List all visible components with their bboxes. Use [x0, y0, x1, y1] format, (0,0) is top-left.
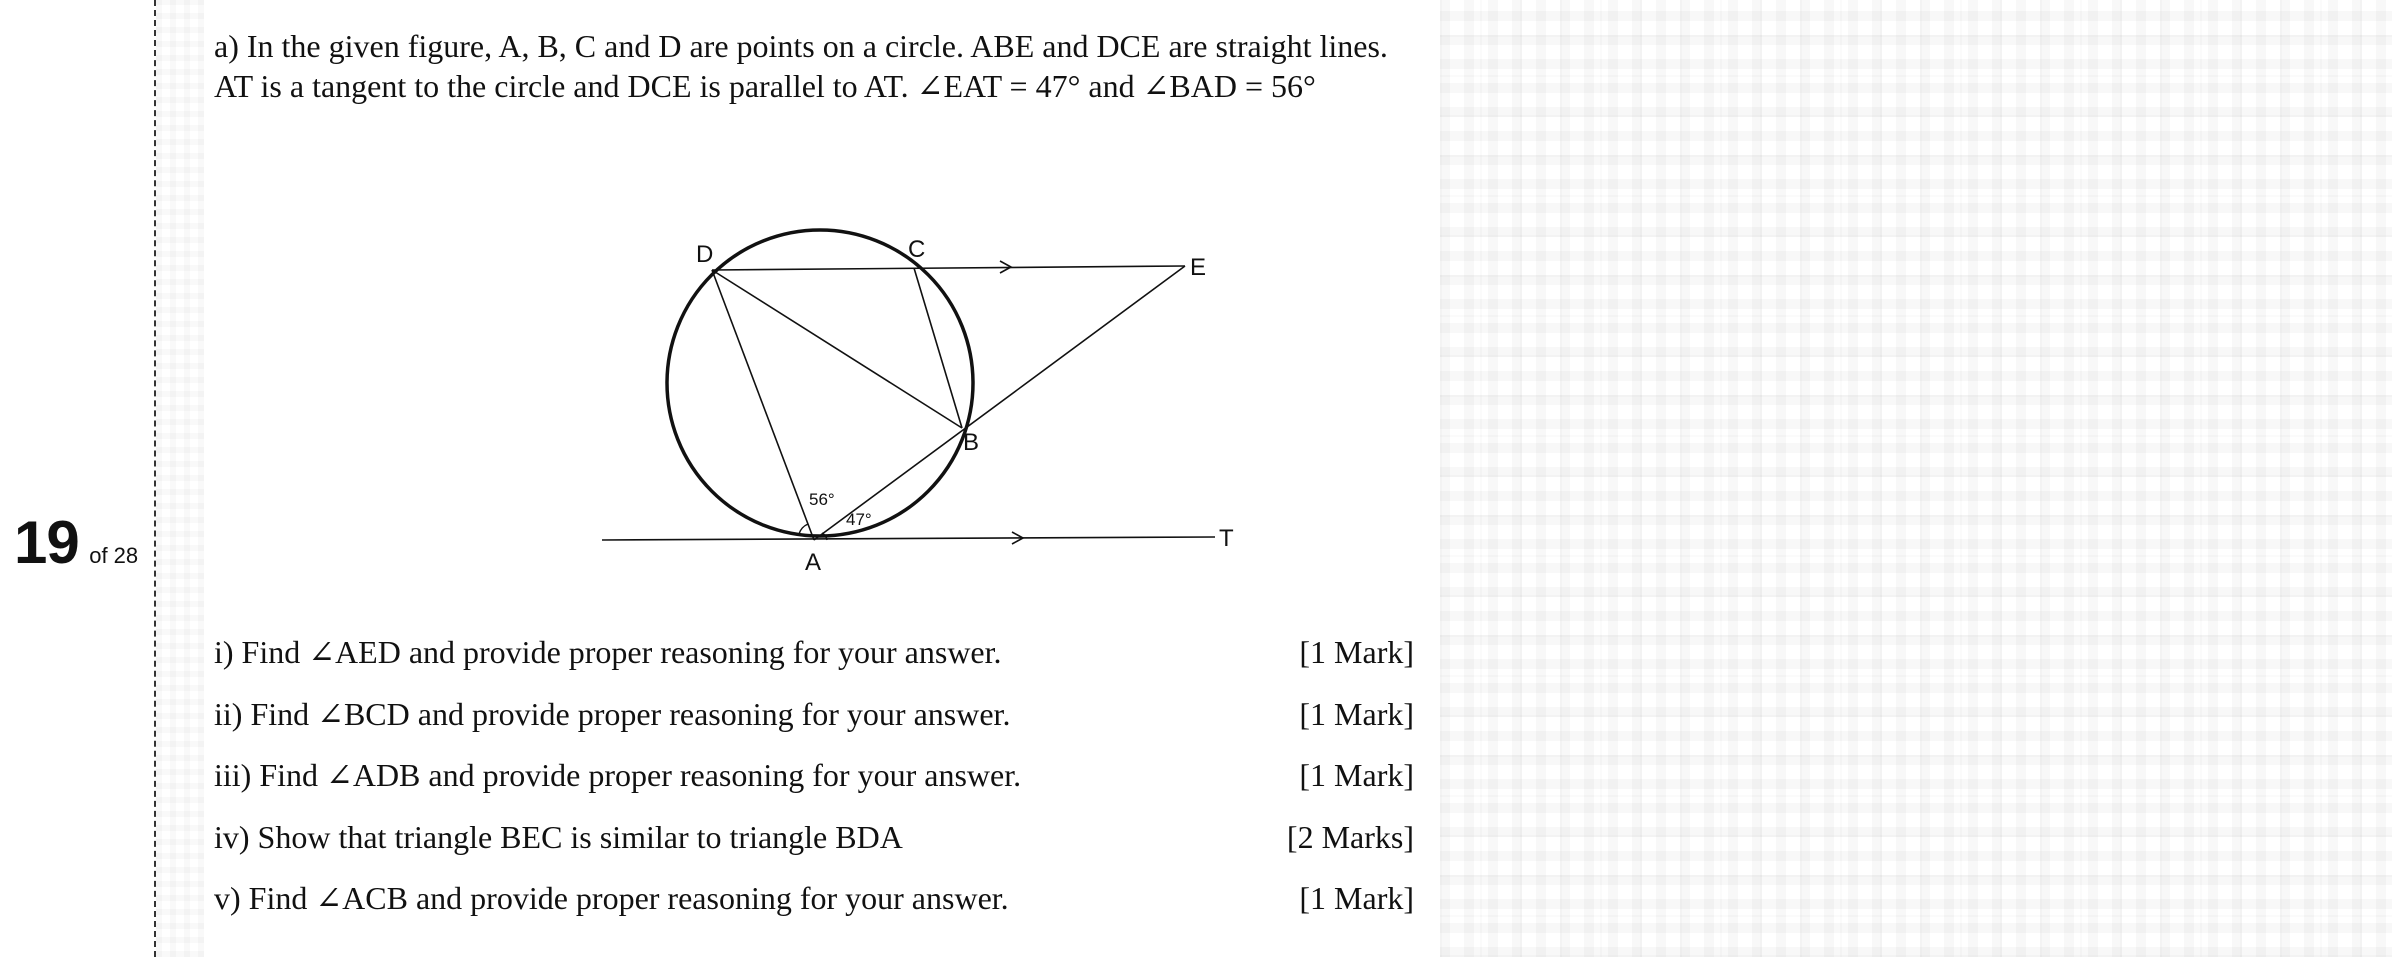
- question-row: [214, 694, 1414, 756]
- line-abe: [814, 266, 1185, 540]
- line-cb: [914, 268, 962, 428]
- page-number: 19: [14, 509, 79, 576]
- question-row: [214, 755, 1414, 817]
- point-a-label: A: [805, 549, 822, 576]
- angle-eat-label: 47°: [846, 510, 872, 529]
- question-intro: [214, 26, 1388, 106]
- question-marks: [1 Mark]: [1299, 880, 1414, 916]
- margin-pattern: [156, 0, 204, 957]
- point-t-label: T: [1219, 525, 1234, 552]
- angle-arc-bad: [799, 524, 808, 534]
- question-row: [214, 817, 1414, 879]
- intro-line-1: a) In the given figure, A, B, C and D are points on a circle. ABE and DCE are straight lines.: [214, 28, 1388, 64]
- margin-dashed-line: [154, 0, 156, 957]
- intro-line-2: AT is a tangent to the circle and DCE is parallel to AT. ∠EAT = 47° and ∠BAD = 56°: [214, 68, 1316, 104]
- point-c-label: C: [908, 236, 926, 263]
- line-dce: [712, 266, 1185, 270]
- question-text: v) Find ∠ACB and provide proper reasoning for your answer.: [214, 880, 1009, 916]
- tangent-line-at: [602, 537, 1215, 540]
- question-row: [214, 632, 1414, 694]
- question-row: [214, 878, 1414, 940]
- question-marks: [1 Mark]: [1299, 634, 1414, 670]
- question-text: i) Find ∠AED and provide proper reasoning for your answer.: [214, 634, 1002, 670]
- background-qr-pattern: [1440, 0, 2392, 957]
- question-marks: [2 Marks]: [1286, 818, 1414, 855]
- question-text: ii) Find ∠BCD and provide proper reasoning for your answer.: [214, 695, 1011, 732]
- circle-geometry-figure: [560, 210, 1280, 590]
- angle-bad-label: 56°: [809, 490, 835, 509]
- line-db: [712, 270, 962, 428]
- question-marks: [1 Mark]: [1299, 695, 1414, 732]
- point-d-label: D: [696, 241, 714, 268]
- sub-questions: [214, 632, 1414, 940]
- question-text: iv) Show that triangle BEC is similar to triangle BDA: [214, 818, 903, 855]
- page-indicator: [14, 508, 138, 577]
- line-da: [712, 270, 814, 540]
- question-text: iii) Find ∠ADB and provide proper reasoning for your answer.: [214, 757, 1022, 793]
- question-marks: [1 Mark]: [1299, 757, 1414, 793]
- page-total: of 28: [89, 543, 139, 568]
- point-e-label: E: [1190, 254, 1207, 281]
- point-b-label: B: [963, 429, 980, 456]
